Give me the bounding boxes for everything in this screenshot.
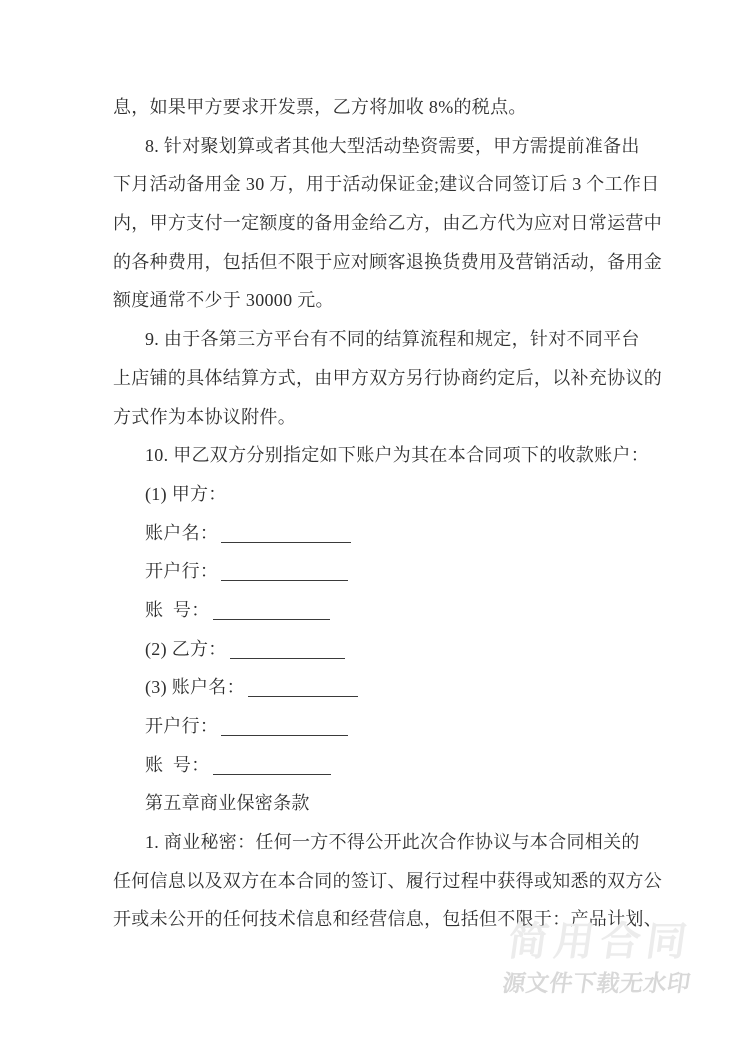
text-line: 下月活动备用金 30 万，用于活动保证金;建议合同签订后 3 个工作日 xyxy=(113,174,660,195)
text-line: (1) 甲方： xyxy=(145,483,227,504)
contract-body xyxy=(113,88,662,939)
text-line: (3) 账户名： xyxy=(113,668,643,707)
text-line: 内，甲方支付一定额度的备用金给乙方，由乙方代为应对日常运营中 xyxy=(113,213,662,234)
text-line: 上店铺的具体结算方式，由甲方双方另行协商约定后，以补充协议的 xyxy=(113,367,662,388)
text-line: 任何信息以及双方在本合同的签订、履行过程中获得或知悉的双方公 xyxy=(113,870,662,891)
fill-in-blank-line xyxy=(248,680,358,697)
text-line: 开户行： xyxy=(113,707,643,746)
text-line: 第五章商业保密条款 xyxy=(145,793,310,814)
text-line: 账 号： xyxy=(113,746,643,785)
text-line: 8. 针对聚划算或者其他大型活动垫资需要，甲方需提前准备出 xyxy=(145,135,640,156)
fill-in-blank-line xyxy=(221,526,351,543)
text-line: 账户名： xyxy=(113,514,643,553)
fill-in-blank-line xyxy=(213,758,331,775)
text-line: 账 号： xyxy=(113,591,643,630)
text-line: 9. 由于各第三方平台有不同的结算流程和规定，针对不同平台 xyxy=(145,329,640,350)
text-line: 方式作为本协议附件。 xyxy=(113,406,296,427)
text-line: 10. 甲乙双方分别指定如下账户为其在本合同项下的收款账户： xyxy=(145,445,649,466)
text-line: 的各种费用，包括但不限于应对顾客退换货费用及营销活动，备用金 xyxy=(113,251,662,272)
fill-in-blank-line xyxy=(230,642,345,659)
text-line: 息，如果甲方要求开发票，乙方将加收 8%的税点。 xyxy=(113,97,527,117)
text-line: 开户行： xyxy=(113,552,643,591)
watermark-brand: 简用合同 xyxy=(505,920,696,964)
fill-in-blank-line xyxy=(213,603,330,620)
watermark-tagline: 源文件下载无水印 xyxy=(500,970,693,996)
fill-in-blank-line xyxy=(221,719,348,736)
text-line: 额度通常不少于 30000 元。 xyxy=(113,290,334,311)
text-line: 1. 商业秘密：任何一方不得公开此次合作协议与本合同相关的 xyxy=(145,832,640,853)
fill-in-blank-line xyxy=(221,564,348,581)
text-line: 开或未公开的任何技术信息和经营信息，包括但不限于：产品计划、 xyxy=(113,909,662,930)
text-line: (2) 乙方： xyxy=(113,630,643,669)
